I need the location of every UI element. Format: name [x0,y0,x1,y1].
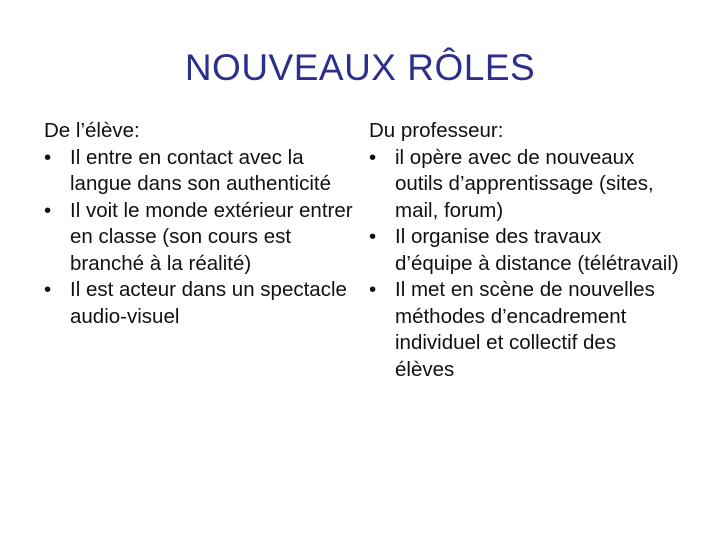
list-item-text: Il voit le monde extérieur entrer en classe (son cours est branché à la réalité) [70,198,353,275]
student-list [44,145,356,331]
bullet-icon: • [369,225,377,248]
teacher-column [369,118,679,383]
list-item-text: Il entre en contact avec la langue dans son authenticité [70,145,332,195]
bullet-icon: • [44,145,52,169]
bullet-icon: • [44,198,52,222]
bullet-icon: • [369,278,377,301]
teacher-heading: Du professeur: [369,119,504,142]
bullet-icon: • [44,278,52,301]
student-heading: De l’élève: [44,119,140,142]
list-item-text: il opère avec de nouveaux outils d’apprentissage (sites, mail, forum) [395,145,654,222]
list-item [369,145,679,225]
student-column [44,118,356,330]
list-item [44,145,356,198]
slide-title: NOUVEAUX RÔLES [184,47,536,88]
list-item-text: Il met en scène de nouvelles méthodes d’encadrement individuel et collectif des élèves [395,278,655,381]
list-item [369,224,679,277]
list-item [44,277,356,330]
list-item [369,277,679,383]
list-item [44,198,356,278]
teacher-list [369,145,679,384]
list-item-text: Il organise des travaux d’équipe à distance (télétravail) [395,225,679,275]
bullet-icon: • [369,145,377,169]
list-item-text: Il est acteur dans un spectacle audio-visuel [70,278,347,328]
